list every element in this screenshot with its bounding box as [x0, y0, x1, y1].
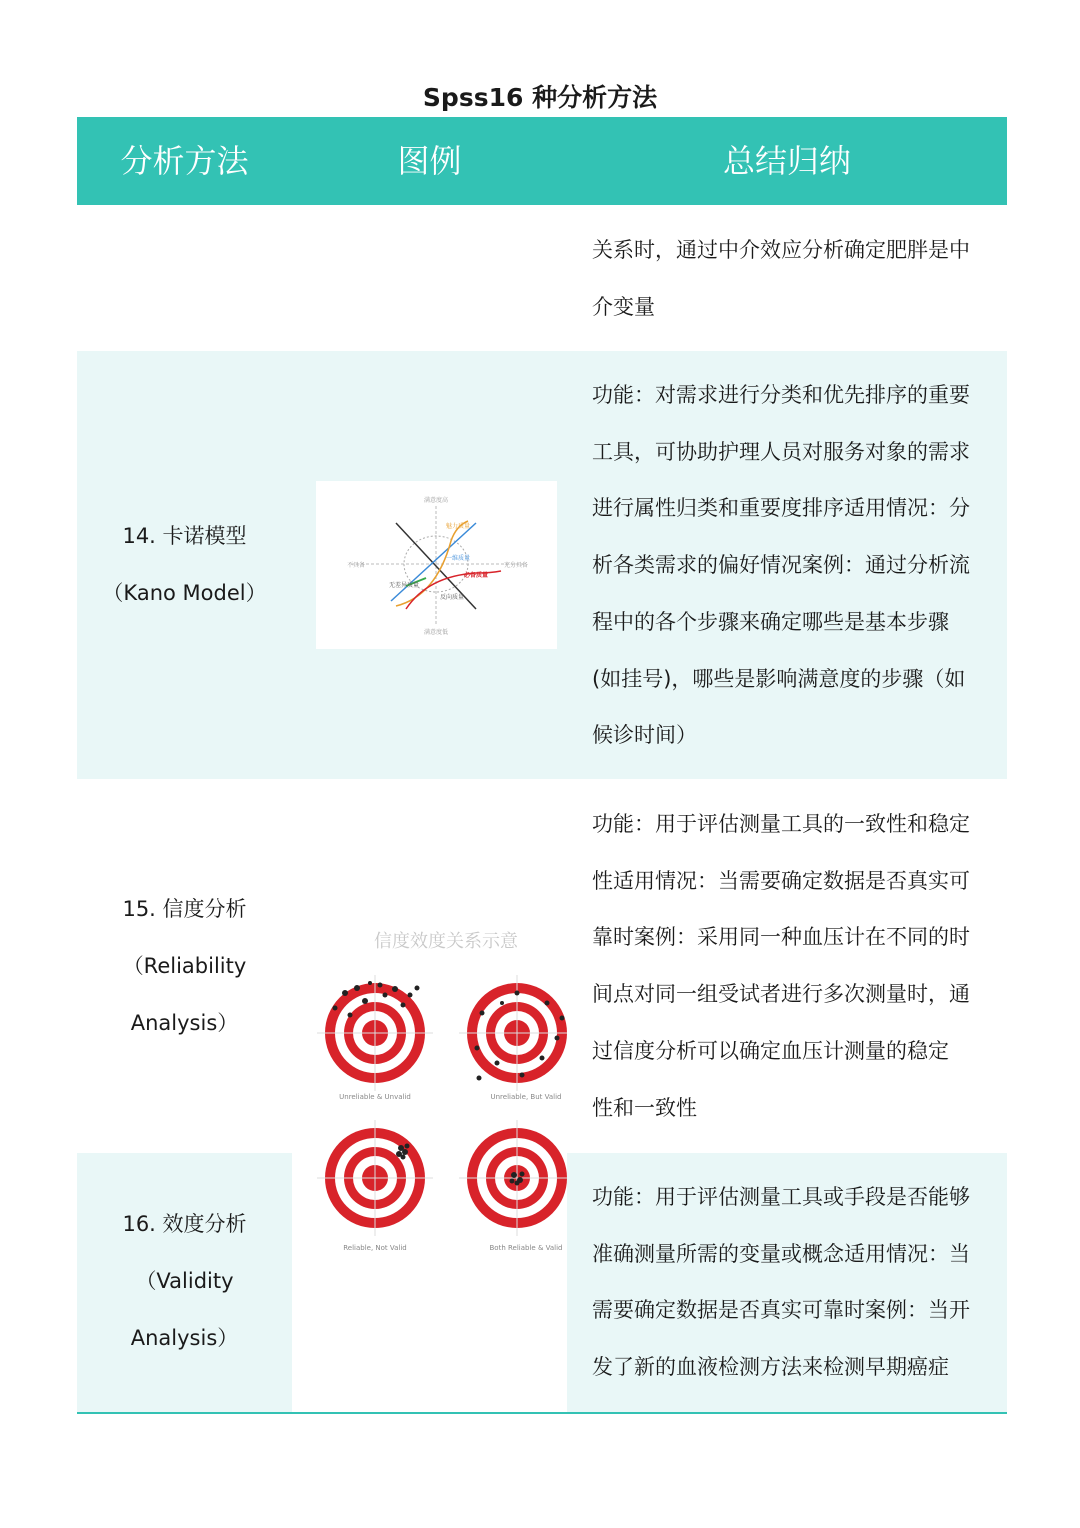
row15-summary-line: 性适用情况：当需要确定数据是否真实可 — [592, 868, 970, 893]
row16-summary-line: 准确测量所需的变量或概念适用情况：当 — [592, 1241, 970, 1266]
kano-label-top: 满意度高 — [423, 497, 449, 504]
target-unreliable-unvalid — [317, 975, 433, 1091]
kano-label-bottom: 满意度低 — [423, 629, 449, 636]
target-reliable-not-valid — [317, 1120, 433, 1236]
row16-method-line: Analysis） — [130, 1326, 239, 1350]
kano-label-performance: 一维质量 — [446, 555, 471, 562]
row14-summary-line: 工具，可协助护理人员对服务对象的需求 — [592, 439, 970, 464]
target-reliable-valid — [459, 1120, 567, 1236]
header-figure: 图例 — [397, 142, 462, 180]
row15-summary — [592, 796, 992, 1136]
row15-method — [77, 881, 292, 1052]
row15-method-line: Analysis） — [130, 1011, 239, 1035]
header-method: 分析方法 — [120, 142, 249, 180]
kano-label-attractive: 魅力质量 — [446, 523, 471, 530]
row14-summary-line: 进行属性归类和重要度排序适用情况：分 — [592, 496, 970, 521]
target-unreliable-valid — [459, 975, 567, 1091]
row16-summary — [592, 1169, 992, 1396]
row14-summary-line: 程中的各个步骤来确定哪些是基本步骤 — [592, 609, 949, 634]
caption-unreliable-unvalid: Unreliable & Unvalid — [339, 1093, 411, 1101]
row15-summary-line: 过信度分析可以确定血压计测量的稳定 — [592, 1038, 949, 1063]
row13-summary-line: 关系时，通过中介效应分析确定肥胖是中 — [592, 238, 970, 262]
kano-diagram — [316, 481, 557, 649]
row14-summary-line: 析各类需求的偏好情况案例：通过分析流 — [592, 553, 970, 578]
row15-summary-line: 性和一致性 — [592, 1095, 697, 1120]
row15-summary-line: 间点对同一组受试者进行多次测量时，通 — [592, 982, 970, 1007]
row13-summary — [592, 222, 992, 335]
table-bottom-border — [77, 1412, 1007, 1414]
row14-summary — [592, 367, 992, 764]
row13-summary-line: 介变量 — [592, 294, 655, 319]
row16-method — [77, 1196, 292, 1367]
kano-label-left: 不具备 — [346, 562, 366, 569]
row14-method-line: （Kano Model） — [102, 581, 267, 605]
row15-summary-line: 靠时案例：采用同一种血压计在不同的时 — [592, 925, 970, 950]
row14-summary-line: 候诊时间） — [592, 723, 697, 748]
table-header — [77, 117, 1007, 205]
row15-method-line: （Reliability — [122, 954, 247, 978]
kano-label-right: 充分具备 — [503, 562, 529, 569]
row14-summary-line: (如挂号)，哪些是影响满意度的步骤（如 — [592, 666, 966, 691]
reliability-figure-title: 信度效度关系示意 — [374, 931, 518, 952]
caption-reliable-not-valid: Reliable, Not Valid — [343, 1244, 407, 1252]
row15-summary-line: 功能：用于评估测量工具的一致性和稳定 — [592, 812, 970, 836]
header-summary: 总结归纳 — [722, 142, 851, 180]
row15-method-line: 15. 信度分析 — [122, 897, 247, 921]
row14-method — [77, 508, 292, 622]
caption-unreliable-valid: Unreliable, But Valid — [490, 1093, 562, 1101]
kano-figure — [316, 481, 557, 649]
row16-method-line: （Validity — [135, 1269, 234, 1293]
row16-summary-line: 需要确定数据是否真实可靠时案例：当开 — [592, 1298, 970, 1323]
caption-reliable-valid: Both Reliable & Valid — [489, 1244, 563, 1252]
kano-label-reverse: 反向质量 — [440, 594, 465, 601]
row16-summary-line: 功能：用于评估测量工具或手段是否能够 — [592, 1185, 970, 1209]
reliability-diagram — [316, 915, 567, 1260]
kano-label-indifferent: 无差异质量 — [389, 582, 420, 589]
kano-label-must: 必备质量 — [464, 572, 489, 579]
row16-summary-line: 发了新的血液检测方法来检测早期癌症 — [592, 1355, 949, 1380]
row14-method-line: 14. 卡诺模型 — [122, 524, 247, 548]
row16-method-line: 16. 效度分析 — [122, 1212, 247, 1236]
reliability-figure — [316, 915, 567, 1260]
document-title: Spss16 种分析方法 — [422, 83, 658, 112]
row14-summary-line: 功能：对需求进行分类和优先排序的重要 — [592, 383, 970, 407]
